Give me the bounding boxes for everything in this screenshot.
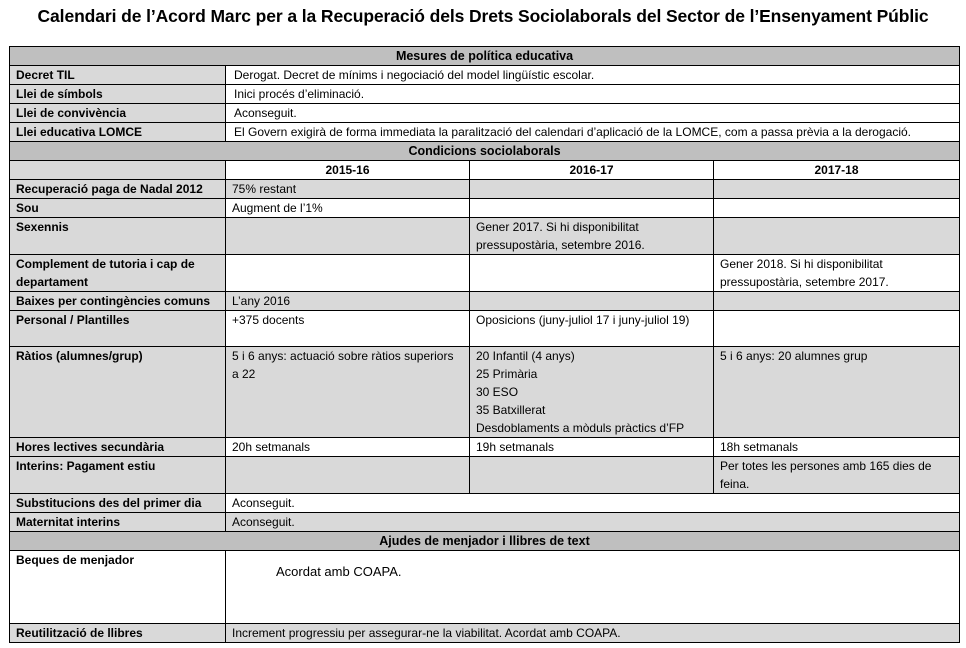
table-row — [10, 347, 960, 438]
cell-2015-16 — [226, 218, 470, 255]
corner-cell — [10, 161, 226, 180]
row-value: Increment progressiu per assegurar-ne la viabilitat. Acordat amb COAPA. — [226, 624, 960, 643]
row-label: Reutilització de llibres — [10, 624, 226, 643]
row-value: Aconseguit. — [226, 513, 960, 532]
cell-2016-17 — [470, 347, 714, 438]
table-row — [10, 311, 960, 347]
row-value — [226, 551, 960, 624]
row-label: Hores lectives secundària — [10, 438, 226, 457]
table-row — [10, 104, 960, 123]
cell-2016-17 — [470, 255, 714, 292]
cell-2016-17 — [470, 199, 714, 218]
row-label: Maternitat interins — [10, 513, 226, 532]
row-label: Llei de símbols — [10, 85, 226, 104]
table-row — [10, 457, 960, 494]
row-label: Decret TIL — [10, 66, 226, 85]
table-row — [10, 180, 960, 199]
ratio-line: 20 Infantil (4 anys) — [476, 349, 575, 363]
table-row — [10, 292, 960, 311]
row-label: Recuperació paga de Nadal 2012 — [10, 180, 226, 199]
cell-2017-18: 5 i 6 anys: 20 alumnes grup — [714, 347, 960, 438]
cell-2015-16 — [226, 255, 470, 292]
cell-2015-16: L’any 2016 — [226, 292, 470, 311]
cell-2017-18: 18h setmanals — [714, 438, 960, 457]
section-header-sociolaborals: Condicions sociolaborals — [10, 142, 960, 161]
row-value: Derogat. Decret de mínims i negociació del model lingüístic escolar. — [226, 66, 960, 85]
cell-2016-17: 19h setmanals — [470, 438, 714, 457]
cell-2017-18 — [714, 180, 960, 199]
section-header-ajudes: Ajudes de menjador i llibres de text — [10, 532, 960, 551]
coapa-note: Acordat amb COAPA. — [276, 564, 402, 579]
year-header: 2015-16 — [226, 161, 470, 180]
ratio-line: Desdoblaments a mòduls pràctics d’FP — [476, 421, 685, 435]
section-header-politica: Mesures de política educativa — [10, 47, 960, 66]
row-label: Sexennis — [10, 218, 226, 255]
row-value: Aconseguit. — [226, 494, 960, 513]
table-row — [10, 123, 960, 142]
row-value: Aconseguit. — [226, 104, 960, 123]
row-label: Personal / Plantilles — [10, 311, 226, 347]
row-label: Sou — [10, 199, 226, 218]
page-title: Calendari de l’Acord Marc per a la Recuperació dels Drets Sociolaborals del Sector de l’Ensenyament Públic — [37, 6, 929, 26]
table-row — [10, 218, 960, 255]
row-label: Complement de tutoria i cap de departament — [10, 255, 226, 292]
cell-2017-18 — [714, 311, 960, 347]
table-row — [10, 494, 960, 513]
year-header: 2017-18 — [714, 161, 960, 180]
cell-2017-18 — [714, 218, 960, 255]
table-row — [10, 255, 960, 292]
row-value: Inici procés d’eliminació. — [226, 85, 960, 104]
row-label: Llei educativa LOMCE — [10, 123, 226, 142]
ratio-line: 35 Batxillerat — [476, 403, 546, 417]
table-row — [10, 438, 960, 457]
cell-2017-18 — [714, 292, 960, 311]
year-header: 2016-17 — [470, 161, 714, 180]
ratio-line: 25 Primària — [476, 367, 538, 381]
calendar-table — [9, 46, 960, 643]
cell-2016-17: Gener 2017. Si hi disponibilitat pressupostària, setembre 2016. — [470, 218, 714, 255]
cell-2016-17 — [470, 457, 714, 494]
table-row — [10, 85, 960, 104]
cell-2017-18: Per totes les persones amb 165 dies de feina. — [714, 457, 960, 494]
cell-2016-17 — [470, 292, 714, 311]
row-label: Substitucions des del primer dia — [10, 494, 226, 513]
row-label: Baixes per contingències comuns — [10, 292, 226, 311]
cell-2015-16: 20h setmanals — [226, 438, 470, 457]
row-label: Beques de menjador — [10, 551, 226, 624]
table-row — [10, 513, 960, 532]
cell-2017-18 — [714, 199, 960, 218]
row-label: Interins: Pagament estiu — [10, 457, 226, 494]
cell-2016-17 — [470, 180, 714, 199]
table-row — [10, 199, 960, 218]
cell-2015-16: 5 i 6 anys: actuació sobre ràtios superiors a 22 — [226, 347, 470, 438]
year-header-row — [10, 161, 960, 180]
row-label: Ràtios (alumnes/grup) — [10, 347, 226, 438]
cell-2017-18: Gener 2018. Si hi disponibilitat pressupostària, setembre 2017. — [714, 255, 960, 292]
cell-2015-16: +375 docents — [226, 311, 470, 347]
table-row — [10, 551, 960, 624]
cell-2015-16: 75% restant — [226, 180, 470, 199]
row-value: El Govern exigirà de forma immediata la paralització del calendari d’aplicació de la LOMCE, com a passa prèvia a la derogació. — [226, 123, 960, 142]
table-row — [10, 624, 960, 643]
ratio-line: 30 ESO — [476, 385, 519, 399]
cell-2015-16 — [226, 457, 470, 494]
row-label: Llei de convivència — [10, 104, 226, 123]
cell-2016-17: Oposicions (juny-juliol 17 i juny-juliol 19) — [470, 311, 714, 347]
cell-2015-16: Augment de l’1% — [226, 199, 470, 218]
table-row — [10, 66, 960, 85]
